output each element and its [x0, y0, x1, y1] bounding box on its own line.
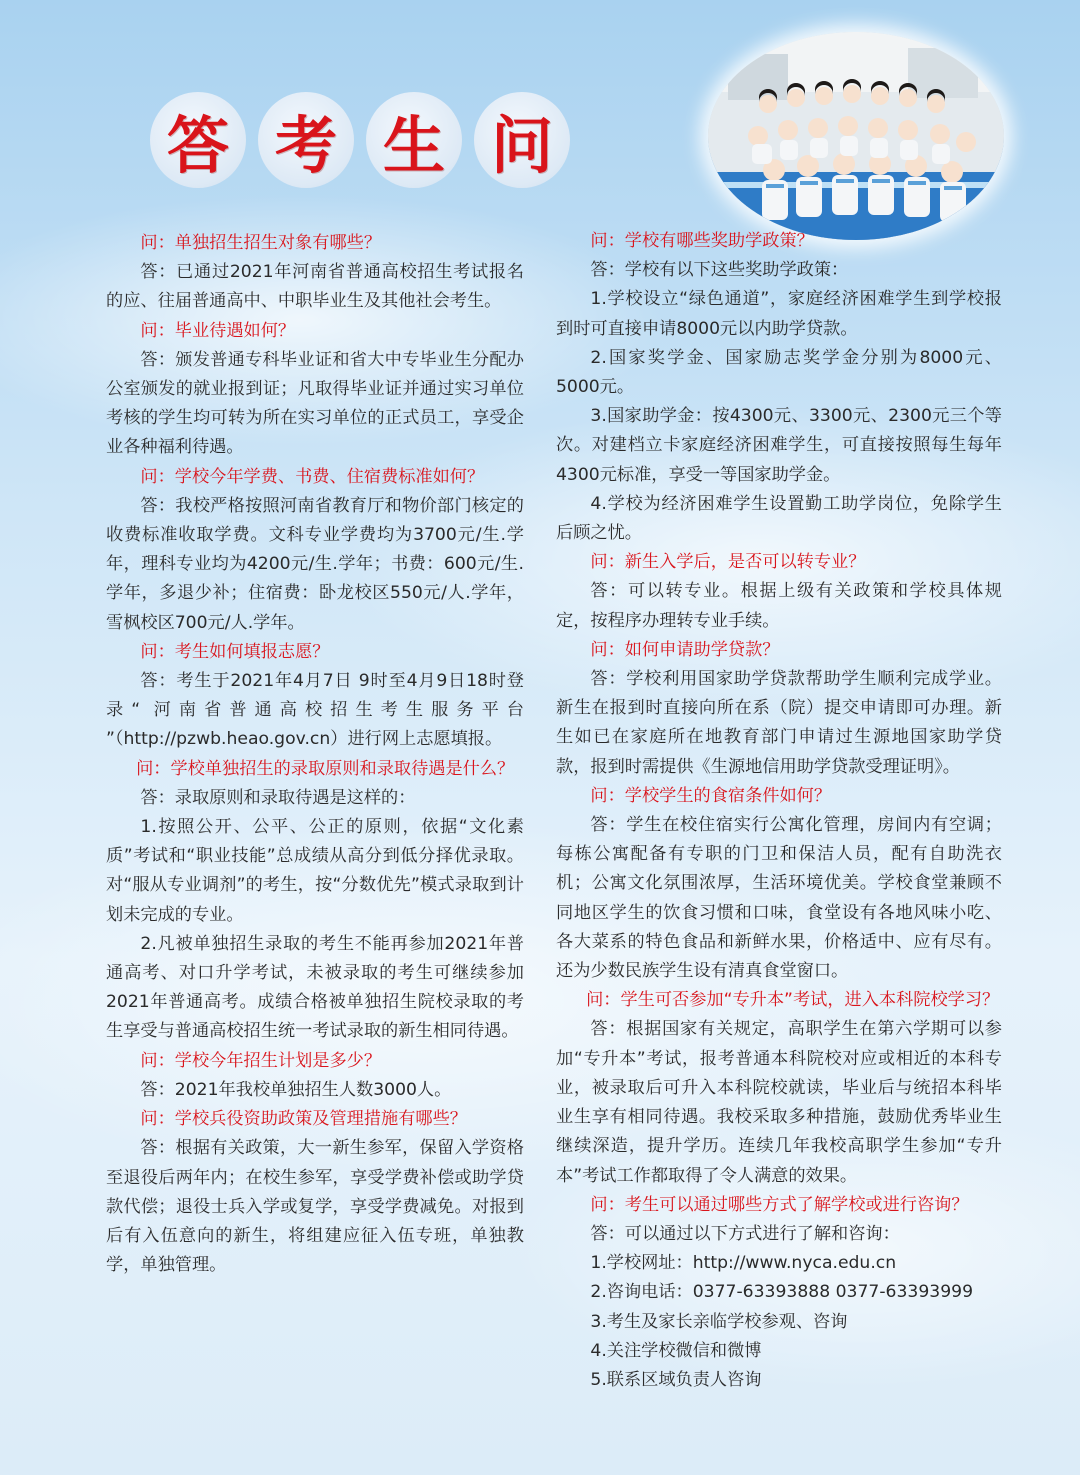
faq-answer: 答：2021年我校单独招生人数3000人。 [140, 1079, 452, 1100]
title-char: 答 [166, 108, 229, 182]
title-char-circle [258, 92, 354, 188]
faq-left-column [106, 229, 524, 1280]
faq-answer-item: 3.考生及家长亲临学校参观、咨询 [590, 1311, 848, 1332]
faq-answer-item: 4.关注学校微信和微博 [590, 1340, 762, 1361]
faq-answer: 答：考生于2021年4月7日 9时至4月9日18时登 录“ 河南省普通高校招生考生服务平台 ”（http://pzwb.heao.gov.cn）进行网上志愿填报。 [106, 671, 524, 750]
faq-question: 问：新生入学后，是否可以转专业？ [590, 552, 866, 573]
title-char-circle [366, 92, 462, 188]
faq-question: 问：单独招生招生对象有哪些？ [140, 233, 382, 253]
title-char-circle [474, 92, 570, 188]
faq-answer-item: 5.联系区域负责人咨询 [590, 1369, 762, 1390]
faq-answer: 答：颁发普通专科毕业证和省大中专毕业生分配办公室颁发的就业报到证；凡取得毕业证并通过实习单位考核的学生均可转为所在实习单位的正式员工，享受企业各种福利待遇。 [106, 349, 524, 458]
faq-answer: 答：我校严格按照河南省教育厅和物价部门核定的收费标准收取学费。文科专业学费均为3700元/生.学年，理科专业均为4200元/生.学年；书费：600元/生.学年，多退少补；住宿费：卧龙校区550元/人.学年，雪枫校区700元/人.学年。 [106, 495, 524, 633]
page-title [150, 92, 570, 188]
faq-answer: 答：根据有关政策，大一新生参军，保留入学资格至退役后两年内；在校生参军，享受学费补偿或助学贷款代偿；退役士兵入学或复学，享受学费减免。对报到后有入伍意向的新生，将组建应征入伍专班，单独教学，单独管理。 [106, 1138, 524, 1276]
faq-answer-item: 3.国家助学金：按4300元、3300元、2300元三个等次。对建档立卡家庭经济困难学生，可直接按照每生每年4300元标准，享受一等国家助学金。 [556, 406, 1002, 485]
faq-question: 问：考生可以通过哪些方式了解学校或进行咨询？ [590, 1194, 969, 1215]
faq-question: 问：学校单独招生的录取原则和录取待遇是什么？ [136, 758, 515, 779]
title-char: 考 [274, 108, 337, 182]
faq-answer: 答：可以转专业。根据上级有关政策和学校具体规定，按程序办理转专业手续。 [556, 581, 1002, 631]
faq-answer-item: 2.咨询电话：0377-63393888 0377-63393999 [590, 1282, 974, 1303]
faq-answer: 答：学校利用国家助学贷款帮助学生顺利完成学业。新生在报到时直接向所在系（院）提交申请即可办理。新生如已在家庭所在地教育部门申请过生源地国家助学贷款，报到时需提供《生源地信用助学贷款受理证明》。 [556, 669, 1002, 777]
title-char-circle [150, 92, 246, 188]
faq-question: 问：学校有哪些奖助学政策？ [590, 231, 814, 251]
faq-question: 问：学校学生的食宿条件如何？ [590, 785, 832, 806]
faq-answer-item: 2.凡被单独招生录取的考生不能再参加2021年普通高考、对口升学考试，未被录取的考生可继续参加2021年普通高考。成绩合格被单独招生院校录取的考生享受与普通高校招生统一考试录取的新生相同待遇。 [106, 933, 524, 1042]
faq-answer: 答：可以通过以下方式进行了解和咨询： [590, 1223, 900, 1244]
faq-answer: 答：根据国家有关规定，高职学生在第六学期可以参加“专升本”考试，报考普通本科院校对应或相近的本科专业，被录取后可升入本科院校就读，毕业后与统招本科毕业生享有相同待遇。我校采取多种措施，鼓励优秀毕业生继续深造，提升学历。连续几年我校高职学生参加“专升本”考试工作都取得了令人满意的效果。 [556, 1019, 1002, 1186]
faq-answer-item: 4.学校为经济困难学生设置勤工助学岗位，免除学生后顾之忧。 [556, 493, 1002, 544]
faq-question: 问：学校今年招生计划是多少？ [140, 1050, 382, 1071]
faq-question: 问：如何申请助学贷款？ [590, 639, 780, 660]
faq-answer: 答：已通过2021年河南省普通高校招生考试报名的应、往届普通高中、中职毕业生及其他社会考生。 [106, 262, 524, 312]
students-group-photo [708, 32, 1004, 240]
faq-answer-item: 2.国家奖学金、国家励志奖学金分别为8000元、5000元。 [556, 347, 1002, 398]
title-char: 问 [490, 108, 553, 182]
faq-right-column [556, 227, 1002, 1395]
faq-question: 问：学校兵役资助政策及管理措施有哪些？ [140, 1109, 467, 1130]
title-char: 生 [382, 108, 445, 182]
faq-question: 问：学校今年学费、书费、住宿费标准如何？ [140, 466, 485, 487]
faq-question: 问：毕业待遇如何？ [140, 320, 296, 341]
students-photo-illustration [708, 32, 1004, 240]
faq-answer: 答：学校有以下这些奖助学政策： [590, 260, 849, 281]
faq-answer-item: 1.学校网址：http://www.nyca.edu.cn [590, 1253, 897, 1274]
faq-question: 问：考生如何填报志愿？ [140, 641, 330, 662]
faq-question: 问：学生可否参加“专升本”考试，进入本科院校学习？ [586, 990, 1000, 1011]
faq-answer-item: 1.按照公开、公平、公正的原则，依据“文化素质”考试和“职业技能”总成绩从高分到低分择优录取。对“服从专业调剂”的考生，按“分数优先”模式录取到计划未完成的专业。 [106, 817, 524, 925]
faq-answer: 答：学生在校住宿实行公寓化管理，房间内有空调；每栋公寓配备有专职的门卫和保洁人员，配有自助洗衣机；公寓文化氛围浓厚，生活环境优美。学校食堂兼顾不同地区学生的饮食习惯和口味，食堂设有各地风味小吃、各大菜系的特色食品和新鲜水果，价格适中、应有尽有。还为少数民族学生设有清真食堂窗口。 [556, 815, 1002, 982]
faq-answer-item: 1.学校设立“绿色通道”，家庭经济困难学生到学校报到时可直接申请8000元以内助学贷款。 [556, 289, 1002, 339]
faq-answer: 答：录取原则和录取待遇是这样的： [140, 787, 416, 808]
